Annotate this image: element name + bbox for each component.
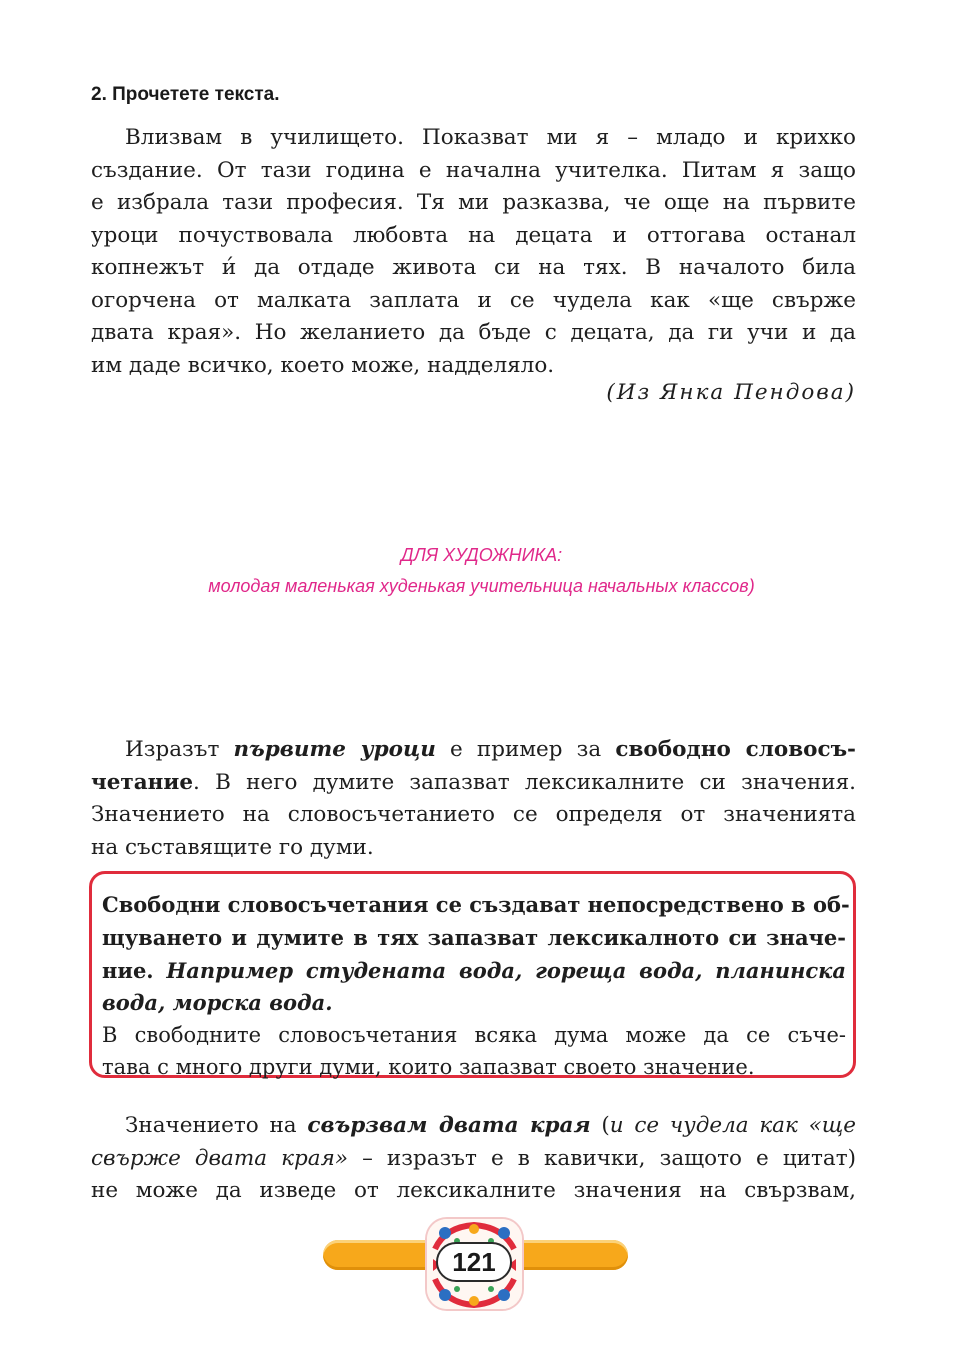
text-run: . В него думите запазват лексикалните си значения. [193,769,856,795]
example-emphasis: вода, морска вода. [102,990,333,1016]
rule-line [102,987,846,1020]
explanation-line: на съставящите го думи. [91,834,374,860]
text-run: ( [590,1113,610,1138]
passage-line: огорчена от малката заплата и се чудела как «ще свърже [91,287,856,313]
text-run: ние. [102,957,167,983]
example-emphasis: Например студената вода, гореща вода, планинска [166,957,846,983]
term-bold: свободно словосъ- [615,737,856,762]
reading-passage [91,122,856,382]
text-run: щуването и думите в тях запазват лексикалното си значе- [102,924,846,950]
quote-italic: свърже двата края» [91,1145,348,1171]
rule-line: тава с много други думи, които запазват своето значение. [102,1054,755,1079]
artist-note [0,540,963,602]
text-run: – изразът е в кавички, защото е цитат) [347,1145,856,1171]
continuation-line [91,1110,856,1143]
continuation-line [91,1143,856,1176]
rule-line [102,955,846,988]
rule-box [89,871,856,1078]
term-emphasis: свързвам двата края [307,1113,591,1138]
artist-note-text: молодая маленькая худенькая учительница начальных классов) [208,576,755,596]
explanation-paragraph [91,734,856,864]
artist-note-title: ДЛЯ ХУДОЖНИКА: [400,545,563,565]
text-run: Изразът [125,737,234,762]
rule-line [102,922,846,955]
passage-line: им даде всичко, което може, надделяло. [91,352,555,378]
quote-italic: и се чудела как «ще [609,1113,856,1138]
continuation-paragraph [91,1110,856,1208]
passage-line: уроци почуствовала любовта на децата и оттогава останал [91,222,856,248]
passage-line: е избрала тази професия. Тя ми разказва, че още на първите [91,190,856,215]
passage-line: двата края». Но желанието да бъде с децата, да ги учи и да [91,320,856,345]
text-run: е пример за [435,737,616,762]
page-number: 121 [452,1247,496,1277]
continuation-line: не може да изведе от лексикалните значения на свързвам, [91,1178,856,1203]
text-run: Значението на [125,1113,308,1138]
passage-line: Влизвам в училището. Показват ми я – младо и крихко [125,125,856,150]
term-emphasis: първите уроци [233,737,436,762]
passage-line: създание. От тази година е начална учителка. Питам я защо [91,157,856,183]
term-bold: четание [91,769,194,795]
explanation-line [91,767,856,800]
rule-line: В свободните словосъчетания всяка дума може да се съче- [102,1023,846,1048]
rule-line [102,889,850,922]
page-number-badge [436,1242,512,1282]
task-heading: 2. Прочетете текста. [91,84,280,105]
passage-line: копнежът и́ да отдаде живота си на тях. В началото била [91,255,856,280]
text-run: Свободни словосъчетания се създават непосредствено в об- [102,892,850,917]
explanation-line [91,734,856,767]
explanation-line: Значението на словосъчетанието се определя от значенията [91,802,856,827]
passage-source: (Из Янка Пендова) [606,380,856,405]
